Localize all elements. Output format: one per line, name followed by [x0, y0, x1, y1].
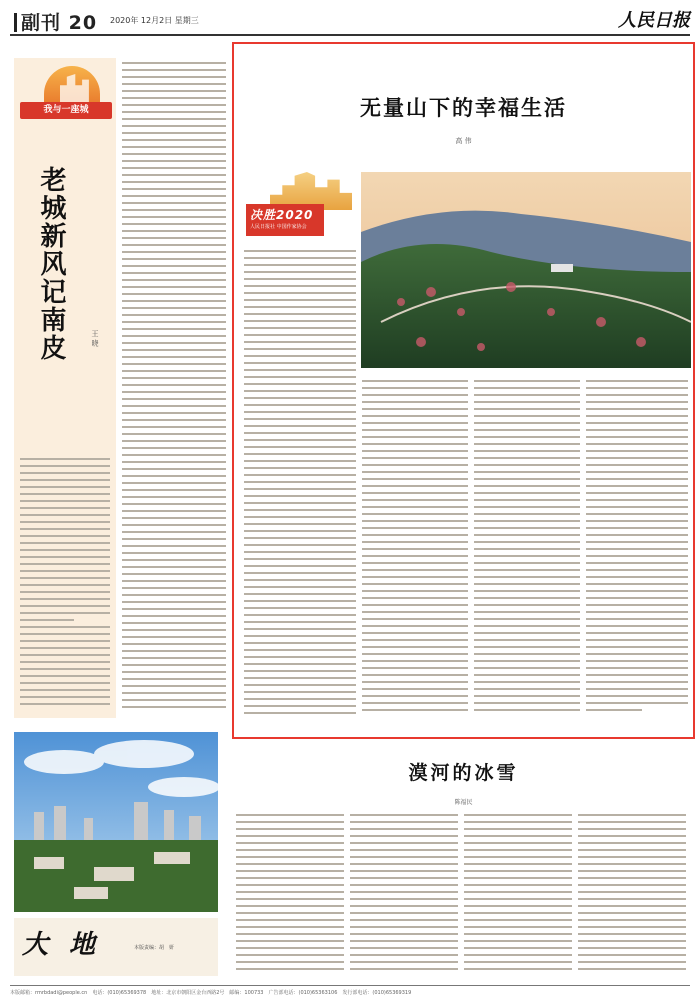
left-feature-panel — [14, 58, 116, 718]
main-feature-byline: 高 伟 — [455, 137, 472, 145]
masthead-rule — [10, 34, 690, 36]
victory-badge-title: 决胜2020 — [250, 208, 314, 222]
left-feature-body-lower — [20, 458, 110, 710]
column-badge — [20, 64, 112, 120]
column-badge-label: 我与一座城 — [20, 102, 112, 119]
section-name: 副刊 — [21, 12, 62, 34]
left-feature-byline: 王 晓 — [91, 330, 99, 347]
main-feature-title: 无量山下的幸福生活 — [360, 95, 567, 120]
newspaper-logo: 人民日报 — [618, 10, 690, 31]
bottom-feature-body-col2 — [350, 814, 458, 975]
mountain-tea-garden-photo — [361, 172, 691, 368]
bottom-feature-byline: 陈福民 — [454, 799, 473, 806]
section-label — [14, 8, 97, 35]
page-number: 20 — [68, 12, 98, 34]
main-feature-box — [232, 42, 695, 739]
left-feature-title: 老城新风记南皮 — [36, 166, 66, 362]
page-footer: 本版邮箱：rmrbdadi@people.cn 电话：(010)65369378 地址：北京市朝阳区金台西路2号 邮编：100733 广告部电话：(010)65363106 发行部电话：(010)65369319 — [10, 985, 690, 996]
left-feature-body-col1 — [122, 62, 226, 713]
victory-badge-sub: 人民日报社 中国作家协会 — [250, 224, 307, 230]
issue-date: 2020年 12月2日 星期三 — [110, 16, 199, 25]
masthead — [0, 0, 700, 42]
dadi-brand-panel — [14, 918, 218, 976]
dadi-brand: 大 地 — [22, 930, 102, 960]
main-feature-body-col3 — [474, 380, 580, 716]
victory-2020-badge — [244, 172, 354, 240]
main-feature-body-col2 — [362, 380, 468, 716]
victory-badge-label — [246, 204, 324, 236]
editor-note: 本版责编：胡 妍 — [134, 945, 175, 951]
main-feature-body-col4 — [586, 380, 688, 716]
bottom-feature-body-col3 — [464, 814, 572, 975]
bottom-feature-title: 漠河的冰雪 — [408, 762, 519, 784]
city-panorama-photo — [14, 732, 218, 912]
bottom-feature-body-col4 — [578, 814, 686, 975]
bottom-feature-body-col1 — [236, 814, 344, 975]
main-feature-body-col1 — [244, 250, 356, 719]
